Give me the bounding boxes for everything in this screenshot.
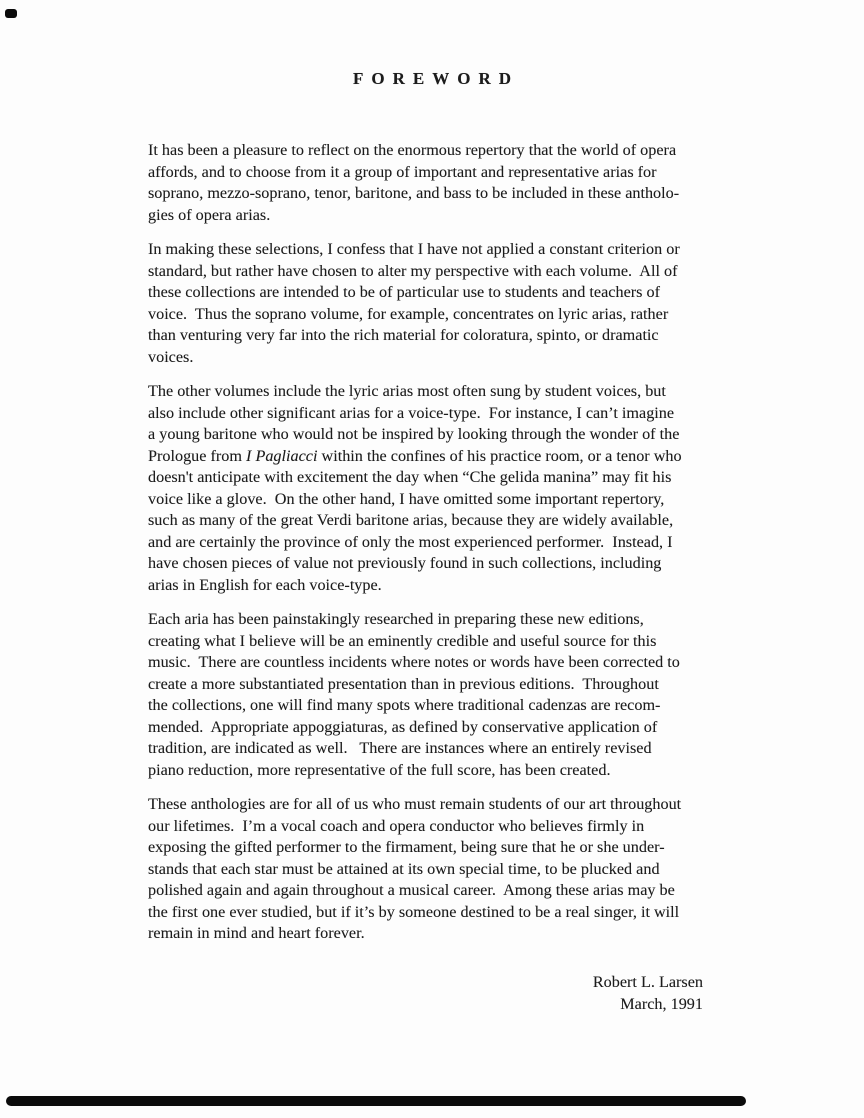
text-line: mended. Appropriate appoggiaturas, as defined by conservative application of xyxy=(148,717,658,736)
text-line: stands that each star must be attained at its own special time, to be plucked and xyxy=(148,859,660,878)
text-line: The other volumes include the lyric arias most often sung by student voices, but xyxy=(148,382,666,400)
text-line: music. There are countless incidents where notes or words have been corrected to xyxy=(148,653,680,671)
text-line: the collections, one will find many spots where traditional cadenzas are recom- xyxy=(148,696,661,714)
text-line: piano reduction, more representative of the full score, has been created. xyxy=(148,760,611,779)
paragraph xyxy=(148,239,733,368)
signature-name: Robert L. Larsen xyxy=(592,973,703,991)
text-line: affords, and to choose from it a group of important and representative arias for xyxy=(148,162,657,181)
paragraph xyxy=(148,140,733,226)
text-line: polished again and again throughout a musical career. Among these arias may be xyxy=(148,881,675,899)
text-line: creating what I believe will be an eminently credible and useful source for this xyxy=(148,631,657,650)
text-line: Prologue from I Pagliacci within the confines of his practice room, or a tenor who xyxy=(148,446,682,465)
text-line: In making these selections, I confess that I have not applied a constant criterion or xyxy=(148,240,680,258)
text-line: soprano, mezzo-soprano, tenor, baritone, and bass to be included in these antholo- xyxy=(148,184,680,202)
text-line: also include other significant arias for a voice-type. For instance, I can’t imagine xyxy=(148,403,675,422)
text-line: tradition, are indicated as well. There are instances where an entirely revised xyxy=(148,739,652,757)
text-line: these collections are intended to be of particular use to students and teachers of xyxy=(148,283,660,301)
text-line: create a more substantiated presentation than in previous editions. Throughout xyxy=(148,674,659,693)
text-line: standard, but rather have chosen to alter my perspective with each volume. All of xyxy=(148,261,678,280)
text-line: It has been a pleasure to reflect on the enormous repertory that the world of opera xyxy=(148,141,677,159)
text-line: remain in mind and heart forever. xyxy=(148,924,365,942)
paragraph xyxy=(148,794,733,945)
foreword-body xyxy=(148,140,733,958)
signature-block xyxy=(593,971,703,1015)
text-line: gies of opera arias. xyxy=(148,205,271,224)
text-line: Each aria has been painstakingly researched in preparing these new editions, xyxy=(148,610,644,628)
text-line: voice like a glove. On the other hand, I have omitted some important repertory, xyxy=(148,489,665,508)
paragraph xyxy=(148,381,733,596)
text-line: These anthologies are for all of us who must remain students of our art throughout xyxy=(148,795,682,813)
text-line: doesn't anticipate with excitement the day when “Che gelida manina” may fit his xyxy=(148,468,672,486)
text-line: arias in English for each voice-type. xyxy=(148,575,382,594)
text-line: exposing the gifted performer to the firmament, being sure that he or she under- xyxy=(148,838,665,856)
paragraph xyxy=(148,609,733,781)
text-line: have chosen pieces of value not previously found in such collections, including xyxy=(148,554,662,572)
page-title: FOREWORD xyxy=(353,69,519,88)
signature-date: March, 1991 xyxy=(620,995,703,1013)
text-line: and are certainly the province of only the most experienced performer. Instead, I xyxy=(148,532,673,551)
text-line: a young baritone who would not be inspired by looking through the wonder of the xyxy=(148,425,680,443)
scan-artifact-bottom-bar xyxy=(6,1096,746,1106)
text-line: the first one ever studied, but if it’s by someone destined to be a real singer, it will xyxy=(148,902,680,921)
text-line: such as many of the great Verdi baritone arias, because they are widely available, xyxy=(148,511,674,529)
scan-artifact-corner-mark xyxy=(5,9,17,18)
text-line: our lifetimes. I’m a vocal coach and opera conductor who believes firmly in xyxy=(148,816,645,835)
text-line: voices. xyxy=(148,347,194,366)
text-line: voice. Thus the soprano volume, for example, concentrates on lyric arias, rather xyxy=(148,304,669,323)
italic-text: I Pagliacci xyxy=(246,446,318,465)
text-line: than venturing very far into the rich material for coloratura, spinto, or dramatic xyxy=(148,326,659,344)
